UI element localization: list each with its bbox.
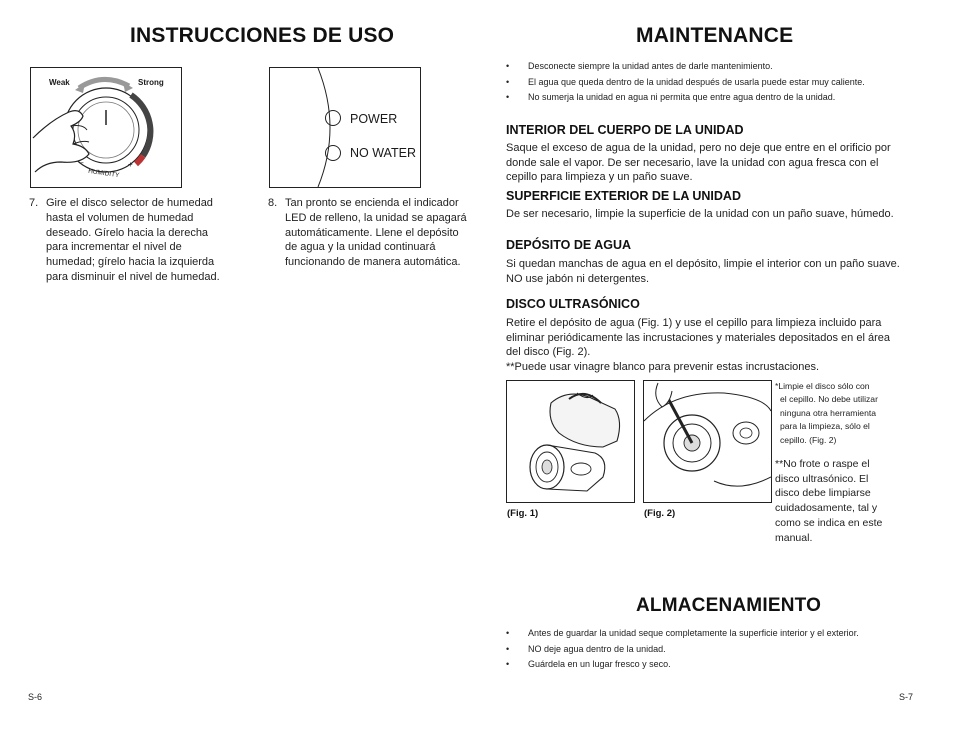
note-line: disco debe limpiarse — [775, 487, 871, 500]
exterior-heading: SUPERFICIE EXTERIOR DE LA UNIDAD — [506, 189, 741, 203]
exterior-text — [506, 207, 926, 222]
note-line: **No frote o raspe el — [775, 458, 870, 470]
step-7-number: 7. — [29, 197, 39, 209]
deposito-text — [506, 257, 926, 286]
note-line: cepillo. (Fig. 2) — [780, 434, 837, 445]
dial-strong-label: Strong — [138, 78, 164, 87]
disco-line: **Puede usar vinagre blanco para prevenir estas incrustaciones. — [506, 360, 820, 373]
left-page-number: S-6 — [28, 692, 43, 702]
right-page-number: S-7 — [899, 692, 914, 702]
interior-text — [506, 141, 926, 185]
power-led-icon — [325, 110, 341, 126]
figure-1-drawing — [507, 381, 634, 502]
disco-heading: DISCO ULTRASÓNICO — [506, 297, 640, 311]
note-line: *Limpie el disco sólo con — [775, 381, 870, 391]
figure-2-illustration — [643, 380, 772, 503]
note-brush-only — [775, 380, 935, 447]
right-page-title: MAINTENANCE — [636, 24, 794, 47]
maintenance-bullets — [506, 59, 926, 106]
step-7 — [29, 196, 229, 285]
note-line: el cepillo. No debe utilizar — [780, 394, 878, 405]
figure-1-illustration — [506, 380, 635, 503]
step-8-text: Tan pronto se encienda el indicador LED de relleno, la unidad se apagará automáticamente. Llene el depósito de agua y la unidad continuará funcionando de manera automática. — [285, 197, 467, 269]
maintenance-bullet: • El agua que queda dentro de la unidad después de usarla puede estar muy caliente. — [506, 75, 926, 91]
deposito-line: NO use jabón ni detergentes. — [506, 272, 650, 285]
step-8 — [268, 196, 468, 270]
figure-1-label: (Fig. 1) — [507, 508, 539, 519]
control-panel-illustration — [269, 67, 421, 188]
note-no-scrape — [775, 457, 935, 545]
step-7-text: Gire el disco selector de humedad hasta el volumen de humedad deseado. Gírelo hacia la derecha para incrementar el nivel de humedad; gírelo hacia la izquierda para disminuir el nivel de humedad. — [46, 197, 220, 283]
maintenance-bullet: • Desconecte siempre la unidad antes de darle mantenimiento. — [506, 59, 926, 75]
note-line: manual. — [775, 531, 813, 544]
exterior-line: De ser necesario, limpie la superficie de la unidad con un paño suave, húmedo. — [506, 208, 894, 220]
interior-heading: INTERIOR DEL CUERPO DE LA UNIDAD — [506, 123, 744, 137]
note-line: para la limpieza, sólo el — [780, 421, 870, 432]
no-water-label: NO WATER — [350, 146, 416, 160]
note-line: ninguna otra herramienta — [780, 407, 877, 418]
storage-bullet: • Antes de guardar la unidad seque completamente la superficie interior y el exterior. — [506, 626, 926, 642]
dial-weak-label: Weak — [49, 78, 70, 87]
interior-line: Saque el exceso de agua de la unidad, pero no deje que entre en el orificio por — [506, 142, 891, 154]
disco-text — [506, 316, 926, 374]
note-line: disco ultrasónico. El — [775, 472, 869, 485]
dial-humidity-label: HUMIDITY — [87, 167, 120, 180]
maintenance-bullet: • No sumerja la unidad en agua ni permita que entre agua dentro de la unidad. — [506, 90, 926, 106]
note-line: como se indica en este — [775, 516, 883, 529]
storage-bullet: • Guárdela en un lugar fresco y seco. — [506, 657, 926, 673]
storage-title: ALMACENAMIENTO — [636, 595, 822, 616]
dial-minus-label: – — [79, 158, 84, 167]
figure-2-label: (Fig. 2) — [644, 508, 676, 519]
deposito-heading: DEPÓSITO DE AGUA — [506, 238, 632, 252]
storage-bullet: • NO deje agua dentro de la unidad. — [506, 642, 926, 658]
step-8-number: 8. — [268, 197, 278, 209]
humidity-dial-illustration — [30, 67, 182, 188]
disco-line: eliminar periódicamente las incrustaciones y materiales depositados en el área — [506, 331, 890, 344]
disco-line: Retire el depósito de agua (Fig. 1) y use el cepillo para limpieza incluido para — [506, 317, 882, 329]
interior-line: donde sale el vapor. De ser necesario, lave la unidad con agua fresca con el — [506, 156, 879, 169]
no-water-led-icon — [325, 145, 341, 161]
figure-2-drawing — [644, 381, 771, 502]
note-line: cuidadosamente, tal y — [775, 502, 878, 515]
disco-line: del disco (Fig. 2). — [506, 346, 591, 359]
dial-plus-label: + — [128, 160, 133, 169]
left-page-title: INSTRUCCIONES DE USO — [130, 24, 395, 47]
deposito-line: Si quedan manchas de agua en el depósito, limpie el interior con un paño suave. — [506, 258, 900, 270]
panel-arc-drawing — [270, 68, 420, 187]
power-label: POWER — [350, 112, 398, 126]
interior-line: cepillo para limpieza y un paño suave. — [506, 171, 693, 184]
storage-bullets — [506, 626, 926, 673]
